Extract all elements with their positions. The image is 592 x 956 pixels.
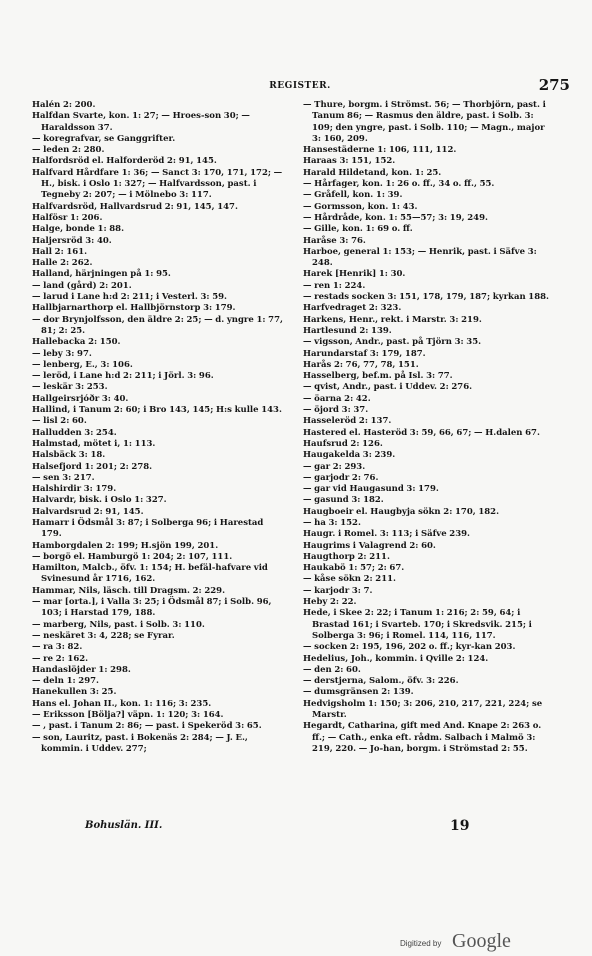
index-entry: Halvardr, bisk. i Oslo 1: 327. <box>32 495 167 506</box>
index-entry: — Hårfager, kon. 1: 26 o. ff., 34 o. ff., 55. <box>303 179 495 190</box>
index-entry: — , past. i Tanum 2: 86; — past. i Spekeröd 3: 65. <box>32 721 262 732</box>
index-entry: Hallgeirsrjóðr 3: 40. <box>32 393 129 404</box>
index-entry: — öjord 3: 37. <box>303 405 369 416</box>
index-entry: Hanekullen 3: 25. <box>32 687 117 698</box>
index-entry: Halge, bonde 1: 88. <box>32 224 125 235</box>
index-entry: — derstjerna, Salom., öfv. 3: 226. <box>303 676 459 687</box>
index-entry: Hastered el. Hasteröd 3: 59, 66, 67; — H.dalen 67. <box>303 427 540 438</box>
index-entry: — restads socken 3: 151, 178, 179, 187; kyrkan 188. <box>303 292 549 303</box>
index-entry: Hedvigsholm 1: 150; 3: 206, 210, 217, 221, 224; se Marstr. <box>303 698 543 721</box>
index-entry: Hallebacka 2: 150. <box>32 337 121 348</box>
index-entry: Halshirdir 3: 179. <box>32 484 117 495</box>
index-entry: Halfösr 1: 206. <box>32 212 103 223</box>
index-entry: Halsefjord 1: 201; 2: 278. <box>32 461 153 472</box>
index-entry: Haugboeir el. Haugbyja sökn 2: 170, 182. <box>303 506 500 517</box>
index-entry: — garjodr 2: 76. <box>303 472 379 483</box>
index-entry: Hartlesund 2: 139. <box>303 325 392 336</box>
index-entry: Halmstad, mötet i, 1: 113. <box>32 438 156 449</box>
index-entry: Haufsrud 2: 126. <box>303 438 383 449</box>
index-entry: Harundarstaf 3: 179, 187. <box>303 348 426 359</box>
index-entry: Hallbjarnarthorp el. Hallbjörnstorp 3: 179. <box>32 303 236 314</box>
index-entry: — land (gård) 2: 201. <box>32 280 132 291</box>
index-entry: — Eriksson [Bölja?] väpn. 1: 120; 3: 164. <box>32 710 224 721</box>
index-entry: — vigsson, Andr., past. på Tjörn 3: 35. <box>303 337 482 348</box>
index-entry: Haljersröd 3: 40. <box>32 235 112 246</box>
index-entry: — son, Lauritz, past. i Bokenäs 2: 284; — J. E., kommin. i Uddev. 277; <box>32 732 248 754</box>
index-entry: Halland, härjningen på 1: 95. <box>32 269 171 280</box>
index-entry: Halén 2: 200. <box>32 100 96 110</box>
index-entry: Halfvardsröd, Hallvardsrud 2: 91, 145, 147. <box>32 201 238 212</box>
index-entry: — Gille, kon. 1: 69 o. ff. <box>303 224 413 235</box>
index-entry: Harås 2: 76, 77, 78, 151. <box>303 359 419 370</box>
index-entry: — sen 3: 217. <box>32 472 95 483</box>
index-entry: Halsbäck 3: 18. <box>32 450 106 461</box>
index-entry: Haugakelda 3: 239. <box>303 450 396 461</box>
index-entry: — karjodr 3: 7. <box>303 585 373 596</box>
index-entry: — deln 1: 297. <box>32 676 99 687</box>
index-entry: Haråse 3: 76. <box>303 235 366 246</box>
signature-number: 19 <box>450 818 470 834</box>
index-entry: Hede, i Skee 2: 22; i Tanum 1: 216; 2: 59, 64; i Brastad 161; i Svarteb. 170; i Skredsvik. 215; i Solberga 3: 96; i Romel. 114, 116, 117. <box>303 608 532 641</box>
index-entry: Haugr. i Romel. 3: 113; i Säfve 239. <box>303 529 470 540</box>
index-entry: — Gormsson, kon. 1: 43. <box>303 201 418 212</box>
page-header <box>30 76 570 98</box>
page-number: 275 <box>538 76 570 94</box>
google-logo: Google <box>452 930 511 952</box>
index-entry: Hall 2: 161. <box>32 246 88 257</box>
index-entry: Halfvard Hårdfare 1: 36; — Sanct 3: 170, 171, 172; — H., bisk. i Oslo 1: 327; — Halfvardsson, past. i Tegneby 2: 207; — i Mölnebo 3: 117. <box>32 167 283 201</box>
index-entry: — leskär 3: 253. <box>32 382 108 393</box>
index-entry: — borgö el. Hamburgö 1: 204; 2: 107, 111. <box>32 551 233 562</box>
index-entry: — öarna 2: 42. <box>303 393 371 404</box>
index-entry: Hamilton, Malcb., öfv. 1: 154; H. befäl-hafvare vid Svinesund år 1716, 162. <box>32 563 268 585</box>
signature-mark: Bohuslän. III. <box>85 820 163 831</box>
index-entry: Harkens, Henr., rekt. i Marstr. 3: 219. <box>303 314 482 325</box>
index-entry: — dumsgränsen 2: 139. <box>303 687 414 698</box>
index-entry: Haugthorp 2: 211. <box>303 551 390 562</box>
index-entry: — gar 2: 293. <box>303 461 366 472</box>
watermark-prefix: Digitized by <box>400 939 442 948</box>
index-entry: Hasseleröd 2: 137. <box>303 416 392 427</box>
page-footer <box>30 818 570 838</box>
index-entry: — lisl 2: 60. <box>32 416 87 427</box>
index-entry: Handaslöjder 1: 298. <box>32 664 131 675</box>
index-entry: Harfvedraget 2: 323. <box>303 303 402 314</box>
index-entry: Halfordsröd el. Halforderöd 2: 91, 145. <box>32 156 217 167</box>
index-entry: Hans el. Johan II., kon. 1: 116; 3: 235. <box>32 698 212 709</box>
index-entry: Hansestäderne 1: 106, 111, 112. <box>303 145 457 156</box>
index-entry: — Hårdråde, kon. 1: 55—57; 3: 19, 249. <box>303 212 488 223</box>
index-entry: — neskäret 3: 4, 228; se Fyrar. <box>32 630 175 641</box>
index-entry: — gasund 3: 182. <box>303 495 384 506</box>
index-entry: — socken 2: 195, 196, 202 o. ff.; kyr-kan 203. <box>303 642 516 653</box>
index-entry: Hammar, Nils, läsch. till Dragsm. 2: 229. <box>32 585 226 596</box>
index-entry: Harboe, general 1: 153; — Henrik, past. i Säfve 3: 248. <box>303 246 537 269</box>
index-column-right <box>303 100 555 815</box>
index-entry: Halle 2: 262. <box>32 258 93 269</box>
index-entry: Halfdan Svarte, kon. 1: 27; — Hroes-son 30; — Haraldsson 37. <box>32 111 250 133</box>
index-entry: Haraas 3: 151, 152. <box>303 156 396 167</box>
index-entry: — ha 3: 152. <box>303 517 361 528</box>
index-entry: Haukabö 1: 57; 2: 67. <box>303 563 405 574</box>
index-entry: Harald Hildetand, kon. 1: 25. <box>303 167 442 178</box>
index-entry: Hallind, i Tanum 2: 60; i Bro 143, 145; H:s kulle 143. <box>32 405 282 416</box>
index-entry: — Thure, borgm. i Strömst. 56; — Thorbjörn, past. i Tanum 86; — Rasmus den äldre, past. i Solb. 3: 109; den yngre, past. i Solb. 110; — Magn., major 3: 160, 209. <box>303 100 546 144</box>
index-entry: — lenberg, E., 3: 106. <box>32 359 133 370</box>
index-entry: Harek [Henrik] 1: 30. <box>303 269 406 280</box>
index-entry: — kåse sökn 2: 211. <box>303 574 397 585</box>
index-column-left <box>32 100 284 815</box>
index-entry: — leröd, i Lane h:d 2: 211; i Jörl. 3: 96. <box>32 371 214 382</box>
index-entry: — mar [orta.], i Valla 3: 25; i Ödsmål 87; i Solb. 96, 103; i Harstad 179, 188. <box>32 597 272 619</box>
index-entry: — koregrafvar, se Ganggrifter. <box>32 133 176 144</box>
running-head: REGISTER. <box>269 81 331 91</box>
index-entry: — gar vid Haugasund 3: 179. <box>303 484 439 495</box>
index-entry: Hegardt, Catharina, gift med And. Knape 2: 263 o. ff.; — Cath., enka eft. rådm. Salbach i Malmö 3: 219, 220. — Jo-han, borgm. i Strömstad 2: 55. <box>303 721 542 754</box>
index-entry: — qvist, Andr., past. i Uddev. 2: 276. <box>303 382 473 393</box>
index-entry: — marberg, Nils, past. i Solb. 3: 110. <box>32 619 205 630</box>
index-entry: — re 2: 162. <box>32 653 89 664</box>
index-entry: — ra 3: 82. <box>32 642 83 653</box>
index-entry: — dor Brynjolfsson, den äldre 2: 25; — d. yngre 1: 77, 81; 2: 25. <box>32 314 283 336</box>
index-entry: Halvardsrud 2: 91, 145. <box>32 506 144 517</box>
index-entry: Heby 2: 22. <box>303 597 357 608</box>
index-entry: — leden 2: 280. <box>32 145 105 156</box>
index-entry: — leby 3: 97. <box>32 348 92 359</box>
index-entry: Hamborgdalen 2: 199; H.sjön 199, 201. <box>32 540 219 551</box>
index-entry: — larud i Lane h:d 2: 211; i Vesterl. 3: 59. <box>32 292 228 303</box>
index-entry: — ren 1: 224. <box>303 280 366 291</box>
index-entry: Haugrims i Valagrend 2: 60. <box>303 540 436 551</box>
index-entry: Halludden 3: 254. <box>32 427 117 438</box>
index-entry: Hasselberg, bef.m. på Isl. 3: 77. <box>303 371 453 382</box>
index-entry: Hedelius, Joh., kommin. i Qville 2: 124. <box>303 653 489 664</box>
index-entry: Hamarr i Ödsmål 3: 87; i Solberga 96; i Harestad 179. <box>32 517 264 540</box>
index-entry: — Gråfell, kon. 1: 39. <box>303 190 403 201</box>
index-entry: — den 2: 60. <box>303 664 361 675</box>
